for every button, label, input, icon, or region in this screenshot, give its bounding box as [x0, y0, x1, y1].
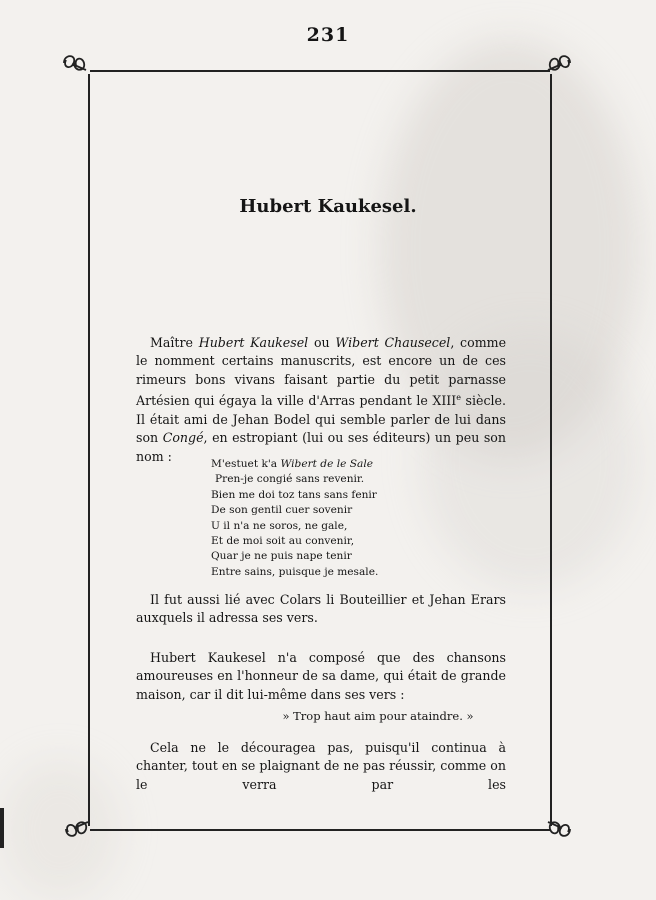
- verse-line: [211, 457, 431, 472]
- verse-line: Bien me doi toz tans sans fenir: [211, 488, 377, 501]
- frame-bottom-rule: [90, 829, 550, 831]
- text-run: M'estuet k'a: [211, 458, 281, 470]
- frame-top-rule: [90, 70, 550, 72]
- paragraph-text: Il fut aussi lié avec Colars li Bouteillier et Jehan Erars auxquels il adressa ses vers.: [136, 592, 506, 626]
- text-run: ou: [308, 335, 336, 350]
- paragraph-friends: [136, 591, 506, 628]
- paragraph-songs: [136, 649, 506, 704]
- corner-flourish-icon: [546, 816, 574, 842]
- verse-line: De son gentil cuer sovenir: [211, 504, 353, 517]
- text-run: Maître: [150, 335, 199, 350]
- paragraph-text: Hubert Kaukesel n'a composé que des chansons amoureuses en l'honneur de sa dame, qui était de grande maison, car il dit lui-même dans ses vers :: [136, 650, 506, 702]
- superscript: e: [456, 393, 461, 403]
- verse-line: Entre sains, puisque je mesale.: [211, 565, 379, 578]
- binding-edge-mark: [0, 808, 4, 848]
- work-title-italic: Congé: [162, 430, 204, 446]
- text-run: , en estropiant (lui ou ses éditeurs) un peu son nom :: [136, 430, 506, 464]
- name-italic: Wibert de le Sale: [280, 458, 373, 470]
- verse-line: Pren-je congié sans revenir.: [215, 473, 365, 486]
- corner-flourish-icon: [62, 816, 90, 842]
- text-run: , comme le nomment certains manuscrits, est encore un de ces rimeurs bons vivans faisant partie du petit parnasse Artésien qui égaya la ville d'Arras pendant le XIII: [136, 335, 507, 409]
- quotation: » Trop haut aim pour ataindre. »: [282, 709, 474, 723]
- paragraph-continuation: [136, 739, 506, 794]
- verse-block: [211, 457, 431, 580]
- text-run: siècle. Il était ami de Jehan Bodel qui semble parler de lui dans son: [136, 393, 506, 446]
- chapter-title: Hubert Kaukesel.: [239, 196, 417, 217]
- name-italic: Wibert Chausecel: [335, 335, 451, 350]
- verse-line: U il n'a ne soros, ne gale,: [211, 519, 348, 532]
- paragraph-intro: [136, 334, 506, 466]
- verse-line: Quar je ne puis nape tenir: [211, 550, 352, 563]
- verse-line: Et de moi soit au convenir,: [211, 535, 355, 548]
- corner-flourish-icon: [60, 50, 88, 76]
- paragraph-text: Cela ne le découragea pas, puisqu'il continua à chanter, tout en se plaignant de ne pas réussir, comme on le verra par les: [136, 740, 506, 792]
- page-number: 231: [306, 24, 350, 46]
- name-italic: Hubert Kaukesel: [198, 335, 309, 350]
- corner-flourish-icon: [546, 50, 574, 76]
